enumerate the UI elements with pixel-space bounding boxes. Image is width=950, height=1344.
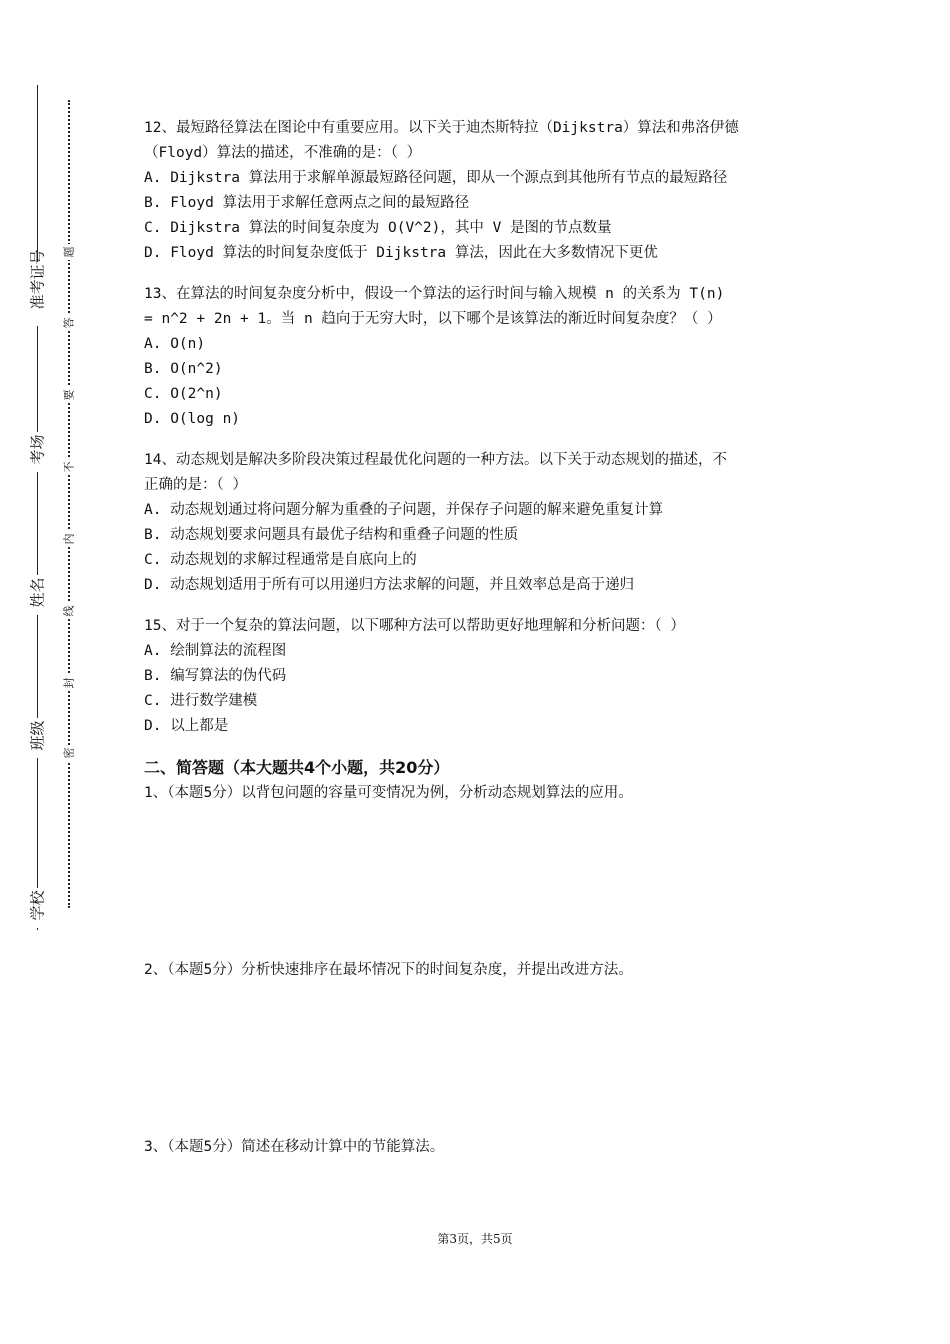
option-a: A. 动态规划通过将问题分解为重叠的子问题，并保存子问题的解来避免重复计算 [144,502,664,518]
question-13 [144,282,824,432]
binding-margin [0,0,110,1344]
name-label: 姓名 [22,575,54,615]
seal-char: 线 [60,603,78,619]
exam-content [144,116,824,1160]
option-d: D. 动态规划适用于所有可以用递归方法求解的问题，并且效率总是高于递归 [144,577,635,593]
short-answer-question: 1、（本题5分）以背包问题的容量可变情况为例，分析动态规划算法的应用。 [144,785,633,801]
question-12 [144,116,824,266]
option-c: C. Dijkstra 算法的时间复杂度为 O(V^2)，其中 V 是图的节点数量 [144,220,612,236]
option-d: D. Floyd 算法的时间复杂度低于 Dijkstra 算法，因此在大多数情况下更优 [144,245,658,261]
question-stem: 13、在算法的时间复杂度分析中，假设一个算法的运行时间与输入规模 n 的关系为 T(n) [144,286,725,302]
option-b: B. 动态规划要求问题具有最优子结构和重叠子问题的性质 [144,527,519,543]
option-d: D. O(log n) [144,411,241,427]
page-number: 第3页，共5页 [437,1232,513,1246]
option-b: B. O(n^2) [144,361,223,377]
question-14 [144,448,824,598]
option-c: C. 动态规划的求解过程通常是自底向上的 [144,552,417,568]
class-label: 班级 [22,718,54,758]
option-a: A. 绘制算法的流程图 [144,643,287,659]
seal-char: 题 [60,244,78,260]
seal-char: 要 [60,387,78,403]
question-stem: 12、最短路径算法在图论中有重要应用。以下关于迪杰斯特拉（Dijkstra）算法和弗洛伊德 [144,120,739,136]
option-a: A. Dijkstra 算法用于求解单源最短路径问题，即从一个源点到其他所有节点的最短路径 [144,170,728,186]
question-stem: 正确的是：（ ） [144,477,247,493]
seal-char: 封 [60,675,78,691]
seal-char: 密 [60,745,78,761]
seal-dotted-line [68,100,70,908]
seal-char: 内 [60,531,78,547]
question-stem: = n^2 + 2n + 1。当 n 趋向于无穷大时，以下哪个是该算法的渐近时间复杂度？（ ） [144,311,722,327]
seal-char: 答 [60,315,78,331]
exam-id-label: 准考证号 [22,262,54,326]
option-a: A. O(n) [144,336,206,352]
binding-solid-line [37,85,38,930]
option-c: C. O(2^n) [144,386,223,402]
question-stem: 15、对于一个复杂的算法问题，以下哪种方法可以帮助更好地理解和分析问题：（ ） [144,618,685,634]
option-c: C. 进行数学建模 [144,693,258,709]
question-stem: （Floyd）算法的描述，不准确的是：（ ） [144,145,422,161]
short-answer-question: 2、（本题5分）分析快速排序在最坏情况下的时间复杂度，并提出改进方法。 [144,962,633,978]
question-stem: 14、动态规划是解决多阶段决策过程最优化问题的一种方法。以下关于动态规划的描述，不 [144,452,727,468]
option-d: D. 以上都是 [144,718,229,734]
option-b: B. 编写算法的伪代码 [144,668,287,684]
exam-room-label: 考场 [22,432,54,472]
school-label: 学校 [22,888,54,928]
short-answer-question: 3、（本题5分）简述在移动计算中的节能算法。 [144,1139,445,1155]
section-title: 二、简答题（本大题共4个小题，共20分） [144,758,450,777]
seal-char: 不 [60,459,78,475]
question-15 [144,614,824,739]
option-b: B. Floyd 算法用于求解任意两点之间的最短路径 [144,195,470,211]
